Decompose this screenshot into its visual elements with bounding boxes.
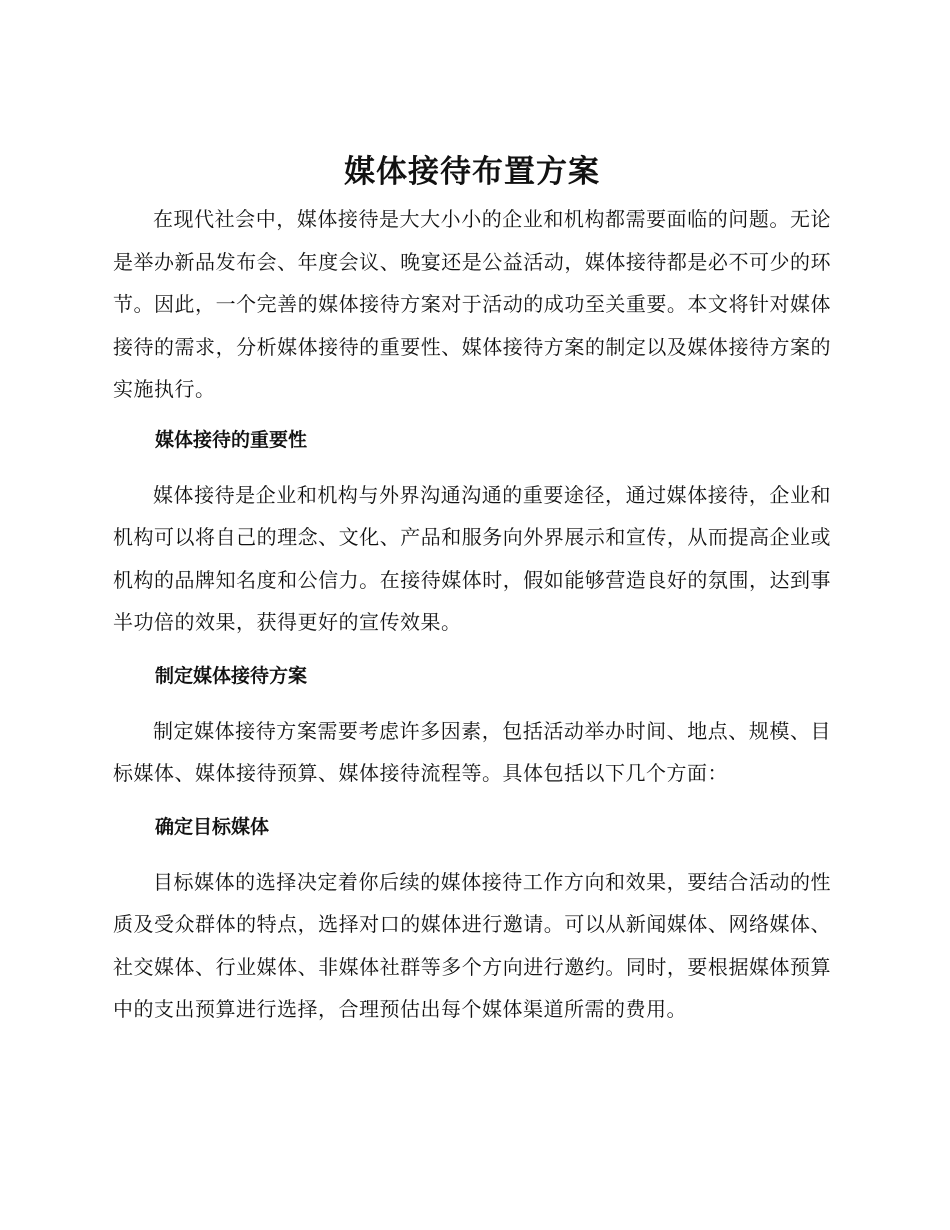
section-heading-importance: 媒体接待的重要性 (155, 428, 308, 451)
section-heading-target-media: 确定目标媒体 (155, 815, 270, 838)
intro-paragraph: 在现代社会中，媒体接待是大大小小的企业和机构都需要面临的问题。无论是举办新品发布会、年度会议、晚宴还是公益活动，媒体接待都是必不可少的环节。因此，一个完善的媒体接待方案对于活动的成功至关重要。本文将针对媒体接待的需求，分析媒体接待的重要性、媒体接待方案的制定以及媒体接待方案的实施执行。 (113, 207, 831, 401)
document-title: 媒体接待布置方案 (344, 154, 600, 190)
importance-paragraph: 媒体接待是企业和机构与外界沟通沟通的重要途径，通过媒体接待，企业和机构可以将自己的理念、文化、产品和服务向外界展示和宣传，从而提高企业或机构的品牌知名度和公信力。在接待媒体时，假如能够营造良好的氛围，达到事半功倍的效果，获得更好的宣传效果。 (113, 482, 831, 634)
document-page (113, 148, 831, 1031)
plan-paragraph: 制定媒体接待方案需要考虑许多因素，包括活动举办时间、地点、规模、目标媒体、媒体接待预算、媒体接待流程等。具体包括以下几个方面： (113, 718, 831, 785)
section-heading-plan: 制定媒体接待方案 (155, 664, 308, 687)
target-media-paragraph: 目标媒体的选择决定着你后续的媒体接待工作方向和效果，要结合活动的性质及受众群体的特点，选择对口的媒体进行邀请。可以从新闻媒体、网络媒体、社交媒体、行业媒体、非媒体社群等多个方向进行邀约。同时，要根据媒体预算中的支出预算进行选择，合理预估出每个媒体渠道所需的费用。 (113, 869, 831, 1021)
